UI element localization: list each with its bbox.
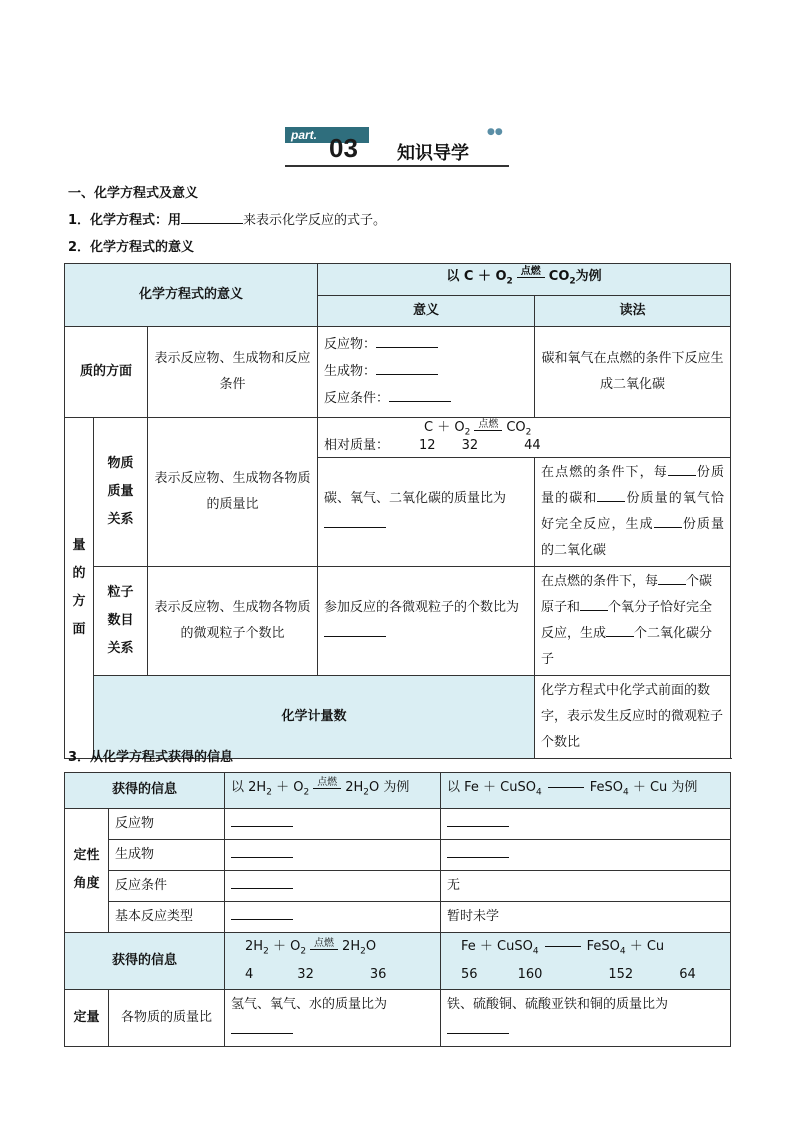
header-dufa: 读法 bbox=[535, 295, 731, 326]
item-2: 2．化学方程式的意义 bbox=[68, 240, 195, 255]
ex1-reactant bbox=[225, 808, 441, 839]
quant-ex2: 铁、硫酸铜、硫酸亚铁和铜的质量比为 bbox=[441, 990, 731, 1047]
heading-3: 3．从化学方程式获得的信息 bbox=[68, 750, 234, 765]
row-condition: 反应条件 bbox=[109, 870, 225, 901]
quality-items: 反应物： 生成物： 反应条件： bbox=[318, 326, 535, 417]
ex1-equation: $2H_2 + O_2$ 点燃 $2H_2O$ 4 32 36 bbox=[225, 932, 441, 990]
ex2-condition: 无 bbox=[441, 870, 731, 901]
particle-label: 粒子 数目 关系 bbox=[94, 566, 148, 675]
header-meaning: 化学方程式的意义 bbox=[65, 264, 318, 327]
ex1-product bbox=[225, 839, 441, 870]
header-underline bbox=[285, 165, 509, 167]
section-header-badge bbox=[285, 127, 509, 169]
particle-reading: 在点燃的条件下，每 个碳原子和 个氧分子恰好完全反应，生成 个二氧化碳分子 bbox=[535, 566, 731, 675]
quality-desc: 表示反应物、生成物和反应条件 bbox=[148, 326, 318, 417]
header-info-2: 获得的信息 bbox=[65, 932, 225, 990]
mass-desc: 表示反应物、生成物各物质的质量比 bbox=[148, 417, 318, 566]
mass-label: 物质 质量 关系 bbox=[94, 417, 148, 566]
qual-label: 定性 角度 bbox=[65, 808, 109, 932]
ex2-equation: Fe ＋ CuSO$_4$ FeSO$_4$ ＋ Cu 56 160 152 64 bbox=[441, 932, 731, 990]
item-1-suffix: 来表示化学反应的式子。 bbox=[243, 213, 387, 228]
mass-equation: $C + O_2$ 点燃 $CO_2$ 相对质量： 12 32 44 bbox=[318, 417, 731, 457]
meaning-table bbox=[64, 263, 731, 759]
header-yiyi: 意义 bbox=[318, 295, 535, 326]
quality-reading: 碳和氧气在点燃的条件下反应生成二氧化碳 bbox=[535, 326, 731, 417]
quantity-label: 量 的 方 面 bbox=[65, 417, 94, 758]
row-product: 生成物 bbox=[109, 839, 225, 870]
quality-label: 质的方面 bbox=[65, 326, 148, 417]
info-table bbox=[64, 772, 731, 1047]
ex2-reactant bbox=[441, 808, 731, 839]
mass-reading: 在点燃的条件下，每 份质量的碳和 份质量的氧气恰好完全反应，生成 份质量的二氧化碳 bbox=[535, 457, 731, 566]
decor-dots-icon: ●● bbox=[487, 127, 503, 137]
quant-label: 定量 bbox=[65, 990, 109, 1047]
ex1-condition bbox=[225, 870, 441, 901]
blank bbox=[181, 209, 243, 224]
row-type: 基本反应类型 bbox=[109, 901, 225, 932]
header-example: 以 $C + O_2$ 点燃 $CO_2$为例 bbox=[318, 264, 731, 296]
row-reactant: 反应物 bbox=[109, 808, 225, 839]
quant-row: 各物质的质量比 bbox=[109, 990, 225, 1047]
header-info: 获得的信息 bbox=[65, 773, 225, 809]
heading-1: 一、化学方程式及意义 bbox=[68, 186, 199, 201]
coef-label: 化学计量数 bbox=[94, 675, 535, 758]
mass-ratio: 碳、氧气、二氧化碳的质量比为 bbox=[318, 457, 535, 566]
ex2-type: 暂时未学 bbox=[441, 901, 731, 932]
header-ex2: 以 Fe ＋ CuSO$_4$ FeSO$_4$ ＋ Cu 为例 bbox=[441, 773, 731, 809]
ex2-product bbox=[441, 839, 731, 870]
coef-desc: 化学方程式中化学式前面的数字，表示发生反应时的微观粒子个数比 bbox=[535, 675, 731, 758]
particle-ratio: 参加反应的各微观粒子的个数比为 bbox=[318, 566, 535, 675]
part-label: part. bbox=[285, 127, 369, 143]
quant-ex1: 氢气、氧气、水的质量比为 bbox=[225, 990, 441, 1047]
item-1-prefix: 1．化学方程式：用 bbox=[68, 213, 182, 228]
header-ex1: 以 $2H_2 + O_2$ 点燃 $2H_2O$ 为例 bbox=[225, 773, 441, 809]
particle-desc: 表示反应物、生成物各物质的微观粒子个数比 bbox=[148, 566, 318, 675]
item-1 bbox=[68, 209, 386, 228]
section-title: 知识导学 bbox=[397, 143, 469, 164]
part-number: 03 bbox=[329, 133, 358, 163]
ex1-type bbox=[225, 901, 441, 932]
